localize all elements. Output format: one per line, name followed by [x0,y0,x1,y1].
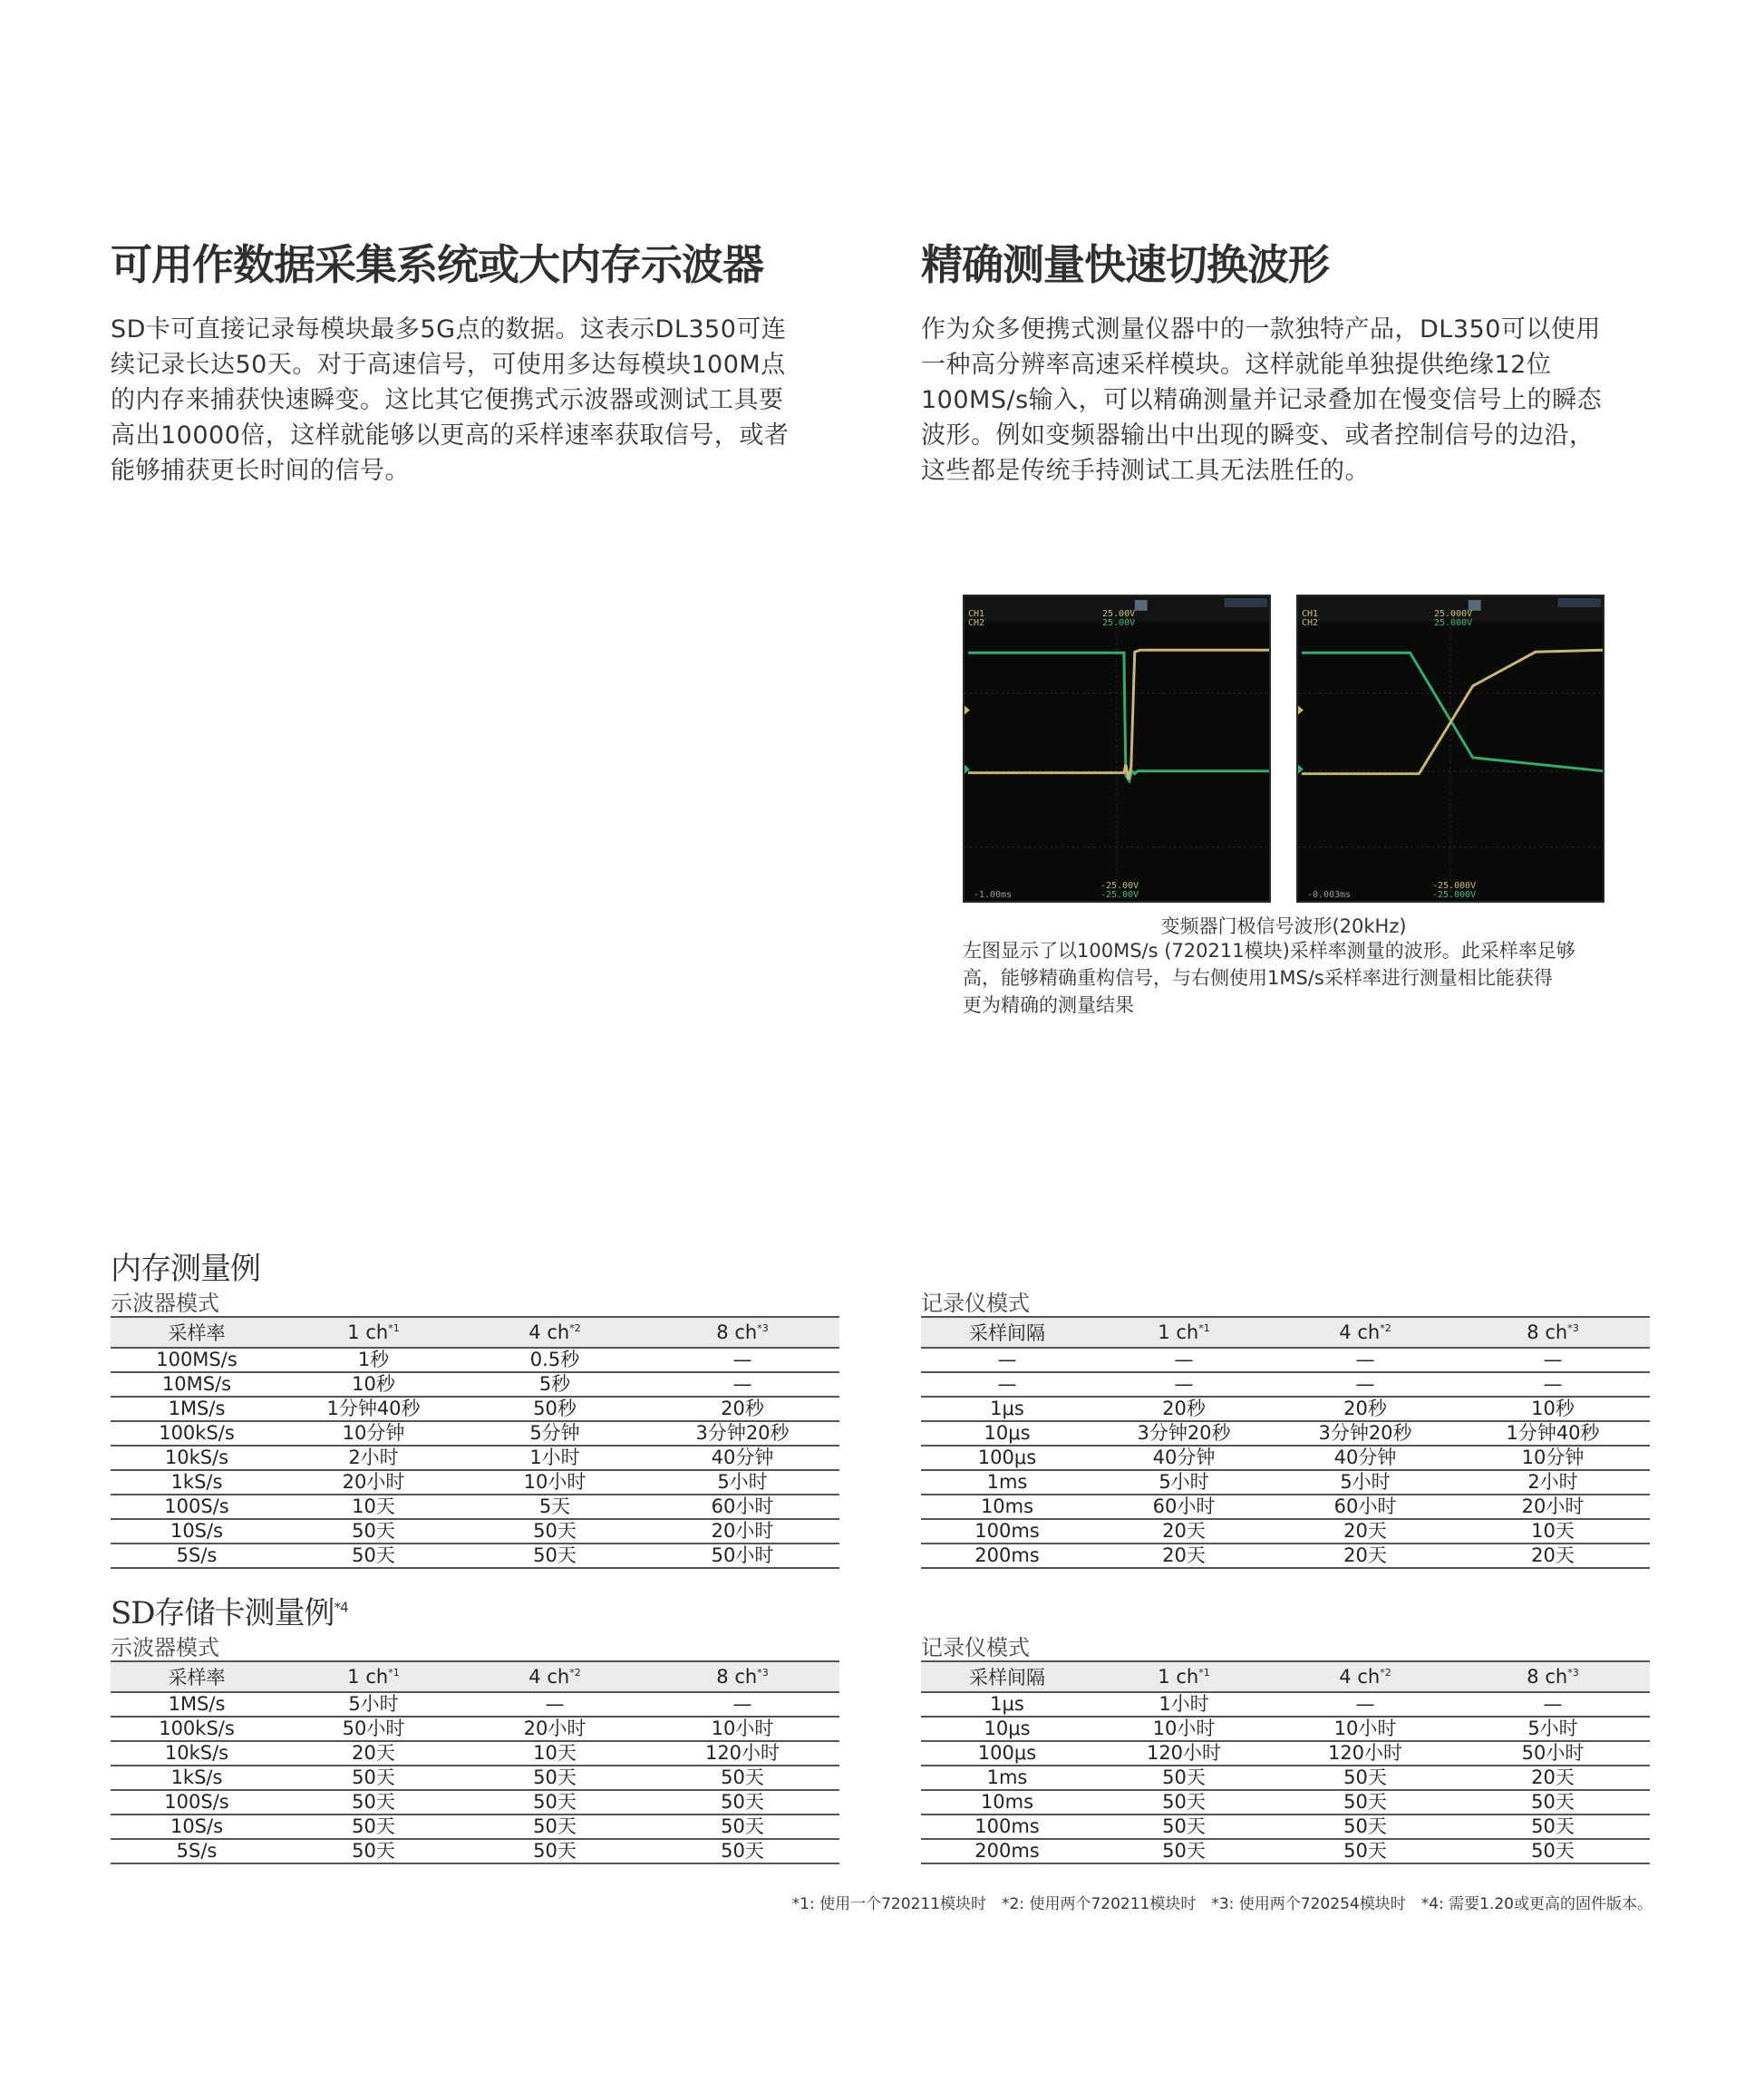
table-row-label: 10S/s [111,1815,283,1839]
table-cell: 50天 [464,1519,645,1544]
table-row-label: 100S/s [111,1495,283,1519]
table-header-cell [111,1317,283,1348]
table-row-label: 10MS/s [111,1372,283,1397]
table-header-label: 4 ch [528,1321,570,1343]
left-intro [111,237,854,489]
table-header-note: *1 [388,1667,400,1679]
memory-rec-mode-label: 记录仪模式 [921,1291,1030,1316]
table-cell: 50天 [283,1544,464,1568]
table-header-label: 1 ch [347,1666,389,1688]
table-header-label: 8 ch [716,1321,758,1343]
table-cell: 20小时 [1456,1495,1650,1519]
right-paragraph [921,312,1664,489]
memory-section-title: 内存测量例 [111,1251,260,1287]
table-cell: 10小时 [645,1717,839,1741]
table-cell: 10天 [1456,1519,1650,1544]
table-row-label: 10μs [921,1717,1093,1741]
table-row-label: 200ms [921,1544,1093,1568]
scope-image-1ms [1296,595,1604,903]
table-cell: 3分钟20秒 [1275,1421,1456,1446]
scope-left-v4-label: -25.00V [1100,890,1139,900]
table-header-cell [283,1317,464,1348]
scope-left-time-label: -1.00ms [974,890,1013,900]
table-header-label: 8 ch [1527,1666,1568,1688]
table-cell: — [1093,1348,1275,1372]
table-row-label: 200ms [921,1839,1093,1863]
caption-line: 高，能够精确重构信号，与右侧使用1MS/s采样率进行测量相比能获得 [963,967,1553,989]
table-row-label: 1MS/s [111,1397,283,1421]
table-header-note: *3 [757,1667,769,1679]
table-cell: 10天 [464,1741,645,1766]
table-cell: 10小时 [1093,1717,1275,1741]
table-row [921,1741,1650,1766]
table-row-label: 10μs [921,1421,1093,1446]
table-header-row [111,1317,839,1348]
table-row [921,1815,1650,1839]
table-cell: 1秒 [283,1348,464,1372]
table-header-cell [1093,1317,1275,1348]
table-cell: 10秒 [1456,1397,1650,1421]
table-row [111,1741,839,1766]
memory-osc-table [111,1316,839,1569]
table-header-cell [645,1661,839,1692]
figure-caption-title: 变频器门极信号波形(20kHz) [1160,915,1407,937]
scope-left-v3-label: -25.00V [1100,881,1139,891]
table-cell: 50小时 [1456,1741,1650,1766]
table-cell: 50天 [283,1519,464,1544]
scope-waveform-left [965,596,1269,901]
table-cell: 50天 [464,1544,645,1568]
right-paragraph-line: 100MS/s输入，可以精确测量并记录叠加在慢变信号上的瞬态 [921,386,1603,414]
table-cell: 1分钟40秒 [283,1397,464,1421]
table-cell: 10分钟 [283,1421,464,1446]
table-cell: 50天 [1093,1815,1275,1839]
table-cell: 20天 [1456,1544,1650,1568]
table-cell: 50天 [1456,1815,1650,1839]
table-cell: 5小时 [283,1692,464,1717]
table-cell: 20天 [1456,1766,1650,1790]
table-row-label: 100ms [921,1815,1093,1839]
table-header-note: *2 [569,1667,581,1679]
table-row-label: 10S/s [111,1519,283,1544]
table-row-label: 1MS/s [111,1692,283,1717]
table-row [921,1495,1650,1519]
sd-rec-mode-label: 记录仪模式 [921,1635,1030,1660]
table-header-label: 4 ch [1339,1321,1381,1343]
table-header-note: *1 [1198,1322,1210,1334]
table-header-cell [1456,1661,1650,1692]
table-header-cell [1093,1661,1275,1692]
table-cell: 20秒 [1275,1397,1456,1421]
table-cell: — [1456,1348,1650,1372]
table-row [111,1717,839,1741]
scope-right-ch1-label: CH1 [1302,609,1319,619]
table-header-note: *3 [1567,1322,1579,1334]
table-cell: 50小时 [645,1544,839,1568]
table-cell: — [645,1348,839,1372]
table-cell: 1小时 [464,1446,645,1470]
table-cell: 50天 [645,1815,839,1839]
scope-right-time-label: -0.003ms [1307,890,1352,900]
right-intro [921,237,1664,489]
left-paragraph-line: 续记录长达50天。对于高速信号，可使用多达每模块100M点 [111,351,786,379]
table-row [111,1839,839,1863]
memory-osc-mode-label: 示波器模式 [111,1291,219,1316]
table-header-note: *1 [388,1322,400,1334]
table-cell: 20秒 [1093,1397,1275,1421]
table-header-cell [1275,1661,1456,1692]
table-cell: 2小时 [283,1446,464,1470]
table-row-label: 1kS/s [111,1766,283,1790]
table-cell: — [645,1692,839,1717]
table-row-label: 5S/s [111,1544,283,1568]
table-cell: 50天 [1275,1766,1456,1790]
left-paragraph-line: 高出10000倍，这样就能够以更高的采样速率获取信号，或者 [111,421,790,450]
table-cell: 120小时 [645,1741,839,1766]
table-header-cell [645,1317,839,1348]
table-cell: — [645,1372,839,1397]
table-cell: 5小时 [645,1470,839,1495]
table-row [921,1544,1650,1568]
table-row-label: 1μs [921,1692,1093,1717]
table-cell: 5小时 [1456,1717,1650,1741]
table-row [921,1421,1650,1446]
table-cell: 50天 [1093,1766,1275,1790]
table-cell: 120小时 [1093,1741,1275,1766]
table-cell: 50天 [283,1839,464,1863]
table-cell: 20天 [1093,1544,1275,1568]
footnotes: *1: 使用一个720211模块时 *2: 使用两个720211模块时 *3: 使用两个720254模块时 *4: 需要1.20或更高的固件版本。 [791,1895,1653,1913]
scope-right-v4-label: -25.000V [1432,890,1477,900]
table-header-label: 采样间隔 [969,1667,1045,1689]
right-paragraph-line: 这些都是传统手持测试工具无法胜任的。 [921,457,1370,485]
table-header-row [111,1661,839,1692]
memory-rec-table [921,1316,1650,1569]
figure-caption-body [963,937,1634,1019]
right-paragraph-line: 作为众多便携式测量仪器中的一款独特产品，DL350可以使用 [921,315,1601,344]
table-row [111,1766,839,1790]
sd-rec-table [921,1660,1650,1864]
table-header-label: 8 ch [716,1666,758,1688]
table-cell: 20天 [283,1741,464,1766]
table-row [921,1717,1650,1741]
table-header-label: 8 ch [1527,1321,1568,1343]
table-row-label: 5S/s [111,1839,283,1863]
table-row-label: 1ms [921,1766,1093,1790]
scope-right-v2-label: 25.000V [1434,618,1473,628]
scope-image-100ms [963,595,1271,903]
table-header-row [921,1317,1650,1348]
table-cell: 10分钟 [1456,1446,1650,1470]
table-cell: 50天 [283,1790,464,1815]
table-row-label: — [921,1372,1093,1397]
table-header-label: 采样间隔 [969,1322,1045,1344]
table-cell: — [1275,1348,1456,1372]
caption-line: 更为精确的测量结果 [963,994,1134,1016]
table-cell: 2小时 [1456,1470,1650,1495]
scope-waveform-right [1298,596,1603,901]
table-row-label: 1μs [921,1397,1093,1421]
table-row [111,1421,839,1446]
sd-osc-table [111,1660,839,1864]
table-cell: 20秒 [645,1397,839,1421]
table-row [111,1544,839,1568]
scope-right-v3-label: -25.000V [1432,881,1477,891]
scope-left-v1-label: 25.00V [1102,609,1136,619]
table-row-label: 1kS/s [111,1470,283,1495]
table-row [921,1372,1650,1397]
table-row-label: 100kS/s [111,1421,283,1446]
table-row [921,1397,1650,1421]
table-row-label: 100ms [921,1519,1093,1544]
table-cell: 3分钟20秒 [645,1421,839,1446]
sd-section-title-text: SD存储卡测量例 [111,1595,334,1631]
table-row [111,1397,839,1421]
table-cell: 40分钟 [1275,1446,1456,1470]
table-row [111,1446,839,1470]
table-row [921,1790,1650,1815]
table-header-label: 1 ch [347,1321,389,1343]
table-row [111,1372,839,1397]
table-row [921,1470,1650,1495]
table-cell: 50天 [645,1766,839,1790]
table-header-label: 采样率 [168,1667,226,1689]
table-header-note: *3 [1567,1667,1579,1679]
table-cell: 60小时 [1275,1495,1456,1519]
table-cell: — [1275,1692,1456,1717]
table-cell: 50天 [1275,1815,1456,1839]
table-cell: 50天 [464,1815,645,1839]
table-cell: 10小时 [1275,1717,1456,1741]
sd-osc-mode-label: 示波器模式 [111,1635,219,1660]
table-header-note: *2 [1380,1667,1391,1679]
table-row [111,1495,839,1519]
table-cell: 50天 [1456,1839,1650,1863]
table-cell: 40分钟 [1093,1446,1275,1470]
table-cell: — [1093,1372,1275,1397]
table-cell: 50天 [1093,1790,1275,1815]
table-cell: 60小时 [1093,1495,1275,1519]
table-cell: 50天 [464,1766,645,1790]
table-cell: 20天 [1275,1544,1456,1568]
table-header-label: 1 ch [1158,1666,1199,1688]
left-paragraph-line: 能够捕获更长时间的信号。 [111,457,410,485]
table-row-label: 10kS/s [111,1446,283,1470]
table-cell: 50天 [1275,1790,1456,1815]
table-header-cell [1456,1317,1650,1348]
table-row [111,1815,839,1839]
table-header-note: *1 [1198,1667,1210,1679]
table-row-label: — [921,1348,1093,1372]
table-header-note: *3 [757,1322,769,1334]
table-row [921,1692,1650,1717]
table-header-cell [464,1661,645,1692]
table-row [111,1470,839,1495]
table-header-label: 4 ch [528,1666,570,1688]
table-header-label: 4 ch [1339,1666,1381,1688]
table-row [111,1692,839,1717]
table-row [921,1519,1650,1544]
table-header-cell [111,1661,283,1692]
right-paragraph-line: 波形。例如变频器输出中出现的瞬变、或者控制信号的边沿， [921,421,1595,450]
table-cell: 50天 [1093,1839,1275,1863]
table-row [111,1348,839,1372]
table-cell: 1分钟40秒 [1456,1421,1650,1446]
table-cell: 60小时 [645,1495,839,1519]
table-cell: 50天 [1456,1790,1650,1815]
table-row-label: 10kS/s [111,1741,283,1766]
table-cell: 120小时 [1275,1741,1456,1766]
table-cell: 5分钟 [464,1421,645,1446]
table-header-cell [921,1661,1093,1692]
table-cell: 50天 [645,1790,839,1815]
table-cell: 50天 [464,1790,645,1815]
left-paragraph [111,312,854,489]
table-row-label: 1ms [921,1470,1093,1495]
table-header-cell [1275,1317,1456,1348]
table-row [111,1790,839,1815]
table-row-label: 100kS/s [111,1717,283,1741]
table-header-row [921,1661,1650,1692]
table-row [921,1839,1650,1863]
right-paragraph-line: 一种高分辨率高速采样模块。这样就能单独提供绝缘12位 [921,351,1552,379]
table-cell: — [1456,1372,1650,1397]
table-header-note: *2 [1380,1322,1391,1334]
table-row-label: 100μs [921,1446,1093,1470]
scope-left-ch1-label: CH1 [968,609,985,619]
caption-line: 左图显示了以100MS/s (720211模块)采样率测量的波形。此采样率足够 [963,940,1575,962]
table-cell: 50秒 [464,1397,645,1421]
table-row [921,1348,1650,1372]
left-paragraph-line: 的内存来捕获快速瞬变。这比其它便携式示波器或测试工具要 [111,386,784,414]
table-row-label: 100MS/s [111,1348,283,1372]
table-cell: 0.5秒 [464,1348,645,1372]
table-cell: — [464,1692,645,1717]
table-row-label: 10ms [921,1790,1093,1815]
table-header-cell [283,1661,464,1692]
table-cell: 10小时 [464,1470,645,1495]
table-header-label: 采样率 [168,1322,226,1344]
table-cell: 1小时 [1093,1692,1275,1717]
table-cell: 20小时 [283,1470,464,1495]
table-row [921,1766,1650,1790]
table-cell: 5天 [464,1495,645,1519]
table-cell: 5小时 [1093,1470,1275,1495]
scope-right-ch2-label: CH2 [1302,618,1319,628]
table-cell: 10秒 [283,1372,464,1397]
scope-left-v2-label: 25.00V [1102,618,1136,628]
sd-section-title [111,1588,348,1632]
table-row-label: 100μs [921,1741,1093,1766]
table-row [921,1446,1650,1470]
table-cell: 5小时 [1275,1470,1456,1495]
table-row [111,1519,839,1544]
table-cell: 50天 [283,1815,464,1839]
table-cell: 20小时 [645,1519,839,1544]
table-cell: 50天 [1275,1839,1456,1863]
table-cell: 3分钟20秒 [1093,1421,1275,1446]
table-row-label: 10ms [921,1495,1093,1519]
table-cell: 40分钟 [645,1446,839,1470]
table-cell: — [1456,1692,1650,1717]
scope-right-v1-label: 25.000V [1434,609,1473,619]
table-header-cell [464,1317,645,1348]
sd-section-title-note: *4 [334,1599,348,1616]
table-row-label: 100S/s [111,1790,283,1815]
table-cell: 50天 [464,1839,645,1863]
left-paragraph-line: SD卡可直接记录每模块最多5G点的数据。这表示DL350可连 [111,315,787,344]
table-cell: 50天 [283,1766,464,1790]
table-cell: — [1275,1372,1456,1397]
table-cell: 20天 [1275,1519,1456,1544]
table-cell: 5秒 [464,1372,645,1397]
table-header-cell [921,1317,1093,1348]
table-header-label: 1 ch [1158,1321,1199,1343]
table-cell: 20小时 [464,1717,645,1741]
table-cell: 50小时 [283,1717,464,1741]
left-heading: 可用作数据采集系统或大内存示波器 [111,240,763,289]
table-header-note: *2 [569,1322,581,1334]
table-cell: 10天 [283,1495,464,1519]
table-cell: 20天 [1093,1519,1275,1544]
right-heading: 精确测量快速切换波形 [921,240,1329,289]
scope-left-ch2-label: CH2 [968,618,985,628]
table-cell: 50天 [645,1839,839,1863]
